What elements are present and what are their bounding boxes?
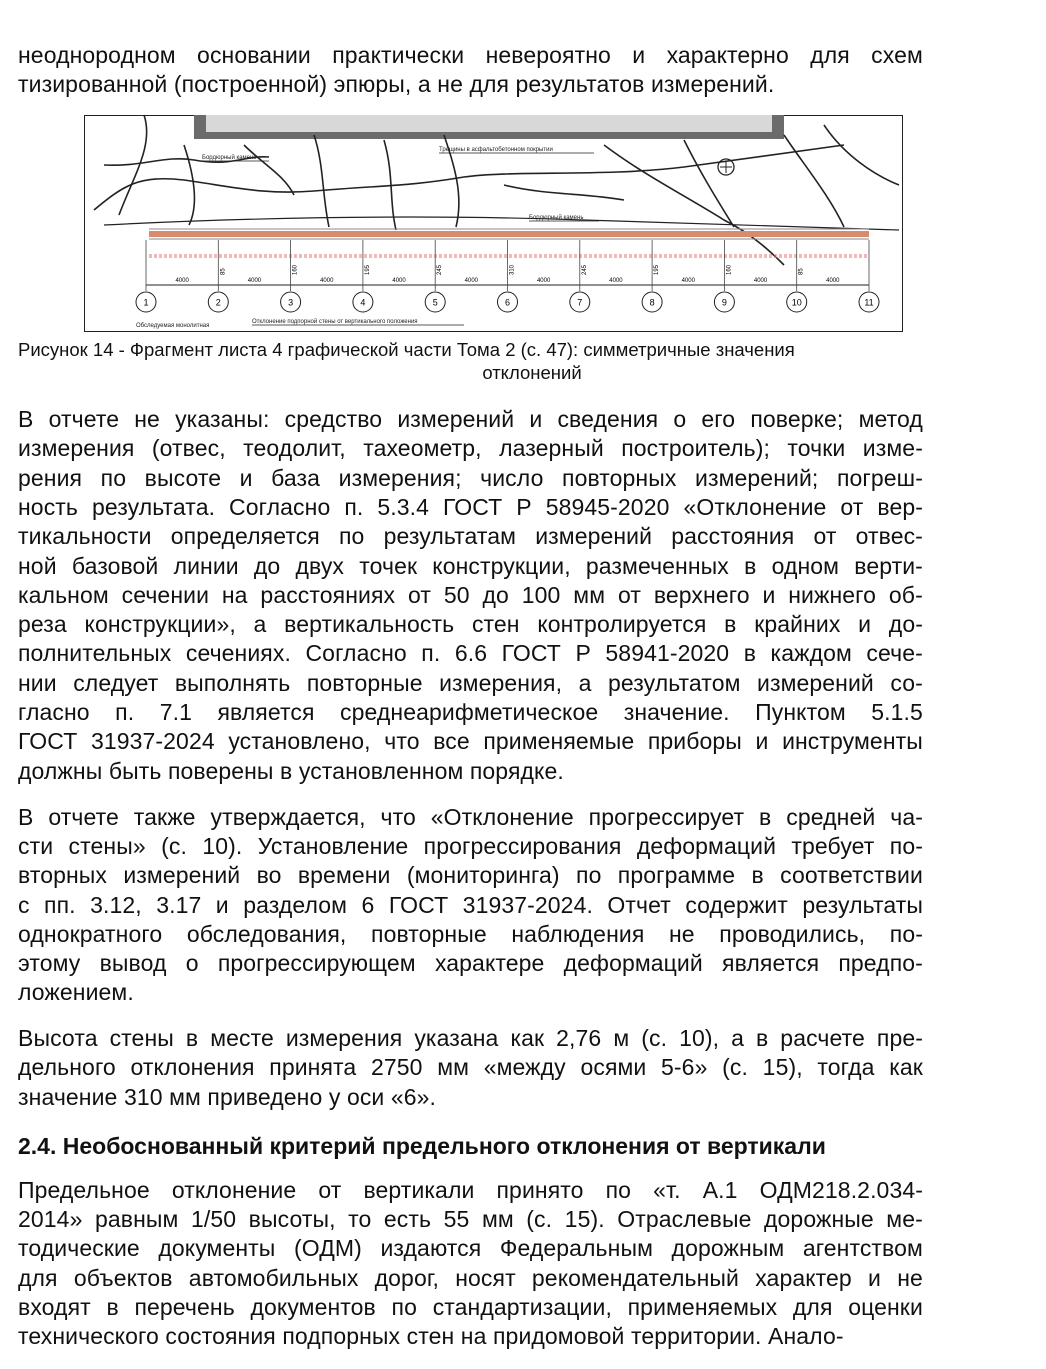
axis-number: 10 — [791, 297, 802, 308]
span-label: 4000 — [536, 278, 551, 284]
deviation-label: 245 — [437, 264, 444, 275]
axis-number: 5 — [432, 297, 438, 308]
figure-caption: Рисунок 14 - Фрагмент листа 4 графической части Тома 2 (с. 47): симметричные значения — [18, 339, 795, 360]
label-cracks: Трещины в асфальтобетонном покрытии — [439, 147, 553, 153]
text-line: сти стены» (с. 10). Установление прогрессирования деформаций требует по- — [18, 833, 923, 860]
span-label: 4000 — [681, 278, 695, 284]
text-line: ГОСТ 31937-2024 установлено, что все применяемые приборы и инструменты — [18, 728, 923, 755]
text-line: вторных измерений во времени (мониторинга) по программе в соответствии — [18, 862, 923, 889]
span-label: 4000 — [464, 278, 479, 284]
text-line: В отчете также утверждается, что «Отклонение прогрессирует в средней ча- — [18, 804, 923, 830]
span-label: 4000 — [753, 278, 768, 284]
deviation-label: 310 — [509, 264, 516, 275]
intro-line-2: тизированной (построенной) эпюры, а не для результатов измерений. — [18, 71, 775, 97]
span-label: 4000 — [392, 278, 406, 284]
section-heading: 2.4. Необоснованный критерий предельного отклонения от вертикали — [18, 1133, 826, 1159]
label-bottom-mid: Отклонение подпорной стены от вертикального положения — [252, 319, 418, 325]
axis-number: 1 — [143, 297, 149, 308]
axis-number: 6 — [504, 297, 511, 308]
text-line: технического состояния подпорных стен на придомовой территории. Анало- — [18, 1323, 844, 1349]
deviation-label: 85 — [220, 268, 227, 275]
span-label: 4000 — [175, 278, 189, 284]
drawing-figure — [84, 115, 903, 332]
text-line: значение 310 мм приведено у оси «6». — [18, 1083, 437, 1110]
axis-number: 2 — [215, 297, 221, 308]
text-line: 2014» равным 1/50 высоты, то есть 55 мм (с. 15). Отраслевые дорожные ме- — [18, 1206, 923, 1233]
label-curb-left: Бордюрный камень — [202, 155, 257, 161]
deviation-label: 195 — [654, 264, 661, 275]
text-line: полнительных сечениях. Согласно п. 6.6 ГОСТ Р 58941-2020 в каждом сече- — [18, 640, 923, 667]
span-label: 4000 — [320, 278, 334, 284]
deviation-label: 245 — [581, 264, 588, 275]
label-bottom-left: Обследуемая монолитная — [136, 323, 210, 329]
span-label: 4000 — [247, 278, 262, 284]
axis-number: 7 — [577, 297, 583, 308]
text-line: тодические документы (ОДМ) издаются Федеральным дорожным агентством — [18, 1235, 923, 1262]
road-band — [149, 231, 869, 237]
axis-number: 8 — [649, 297, 655, 308]
text-line: гласно п. 7.1 является среднеарифметическое значение. Пунктом 5.1.5 — [18, 699, 923, 725]
axis-number: 11 — [864, 297, 874, 308]
text-line: входят в перечень документов по стандартизации, применяемых для оценки — [18, 1293, 923, 1320]
text-line: реза конструкции», а вертикальность стен контролируется в крайних и до- — [18, 611, 923, 638]
intro-line-1: неоднородном основании практически невероятно и характерно для схем — [18, 42, 923, 68]
text-line: этому вывод о прогрессирующем характере деформаций является предпо- — [18, 950, 923, 976]
deviation-label: 160 — [726, 264, 733, 275]
site-plan-drawing — [84, 115, 903, 332]
text-line: кальном сечении на расстояниях от 50 до 100 мм от верхнего и нижнего об- — [18, 581, 923, 608]
text-line: В отчете не указаны: средство измерений и сведения о его поверке; метод — [18, 406, 923, 432]
text-line: измерения (отвес, теодолит, тахеометр, лазерный построитель); точки изме- — [18, 435, 923, 462]
axis-number: 3 — [288, 297, 294, 308]
text-line: рения по высоте и база измерения; число повторных измерений; погреш- — [18, 464, 923, 491]
deviation-label: 85 — [798, 268, 805, 275]
label-curb-right: Бордюрный камень — [529, 215, 584, 221]
text-line: с пп. 3.12, 3.17 и разделом 6 ГОСТ 31937-2024. Отчет содержит результаты — [18, 891, 923, 918]
text-line: тикальности определяется по результатам измерений расстояния от отвес- — [18, 523, 923, 550]
text-line: Высота стены в месте измерения указана как 2,76 м (с. 10), а в расчете пре- — [18, 1025, 923, 1051]
deviation-label: 195 — [364, 264, 371, 275]
span-label: 4000 — [609, 278, 623, 284]
text-line: Предельное отклонение от вертикали принято по «т. А.1 ОДМ218.2.034- — [18, 1177, 923, 1203]
axis-number: 9 — [721, 297, 727, 308]
text-line: однократного обследования, повторные наблюдения не проводились, по- — [18, 920, 923, 947]
text-line: ной базовой линии до двух точек конструкции, размеченных в одном верти- — [18, 552, 923, 579]
text-line: для объектов автомобильных дорог, носят рекомендательный характер и не — [18, 1264, 923, 1291]
text-line: дельного отклонения принята 2750 мм «между осями 5-6» (с. 15), тогда как — [18, 1054, 923, 1081]
text-line: должны быть поверены в установленном порядке. — [18, 757, 564, 784]
span-label: 4000 — [826, 278, 840, 284]
axis-number: 4 — [360, 297, 366, 308]
text-line: ложением. — [18, 979, 134, 1006]
deviation-label: 160 — [292, 264, 299, 275]
text-line: нии следует выполнять повторные измерения, а результатом измерений со- — [18, 669, 923, 696]
figure-caption-cont: отклонений — [482, 362, 582, 383]
text-line: ность результата. Согласно п. 5.3.4 ГОСТ Р 58945-2020 «Отклонение от вер- — [18, 493, 923, 520]
